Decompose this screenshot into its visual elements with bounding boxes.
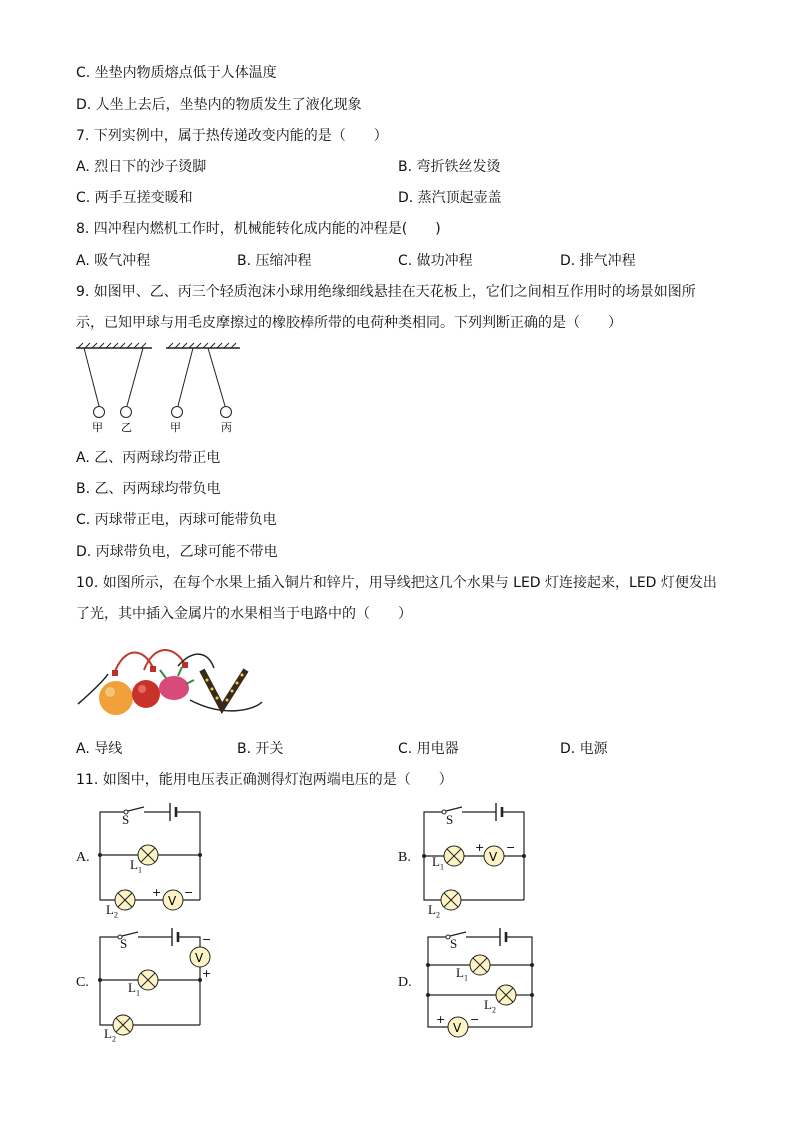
- q6-option-c: C. 坐垫内物质熔点低于人体温度: [76, 65, 277, 81]
- q6-option-d: D. 人坐上去后，坐垫内的物质发生了液化现象: [76, 97, 362, 113]
- q8-stem: 8. 四冲程内燃机工作时，机械能转化成内能的冲程是( ): [76, 221, 441, 237]
- q7-option-c: C. 两手互搓变暖和: [76, 190, 193, 206]
- q11-label-d: D.: [398, 975, 412, 990]
- q11-label-a: A.: [76, 850, 90, 865]
- voltmeter-plus: +: [152, 886, 162, 899]
- q9-hanging-balls-figure: [70, 340, 250, 438]
- q11-stem: 11. 如图中，能用电压表正确测得灯泡两端电压的是（ ）: [76, 772, 453, 788]
- q11-label-b: B.: [398, 850, 411, 865]
- q7-option-b: B. 弯折铁丝发烫: [398, 159, 501, 175]
- q8-option-d: D. 排气冲程: [560, 253, 636, 269]
- ball-label-bing: 丙: [221, 421, 232, 434]
- voltmeter-minus: −: [506, 841, 516, 854]
- lamp-l2-label: $L_2$: [106, 902, 118, 920]
- q9-stem-line1: 9. 如图甲、乙、丙三个轻质泡沫小球用绝缘细线悬挂在天花板上，它们之间相互作用时的场景如图所: [76, 284, 696, 300]
- switch-label: S: [122, 812, 130, 827]
- q8-option-a: A. 吸气冲程: [76, 253, 151, 269]
- switch-label: S: [120, 936, 128, 951]
- voltmeter-minus: −: [470, 1013, 480, 1026]
- lamp-l1-label: $L_1$: [456, 965, 468, 983]
- circuit-c: [96, 925, 216, 1040]
- lamp-l1-label: $L_1$: [128, 980, 140, 998]
- switch-label: S: [450, 936, 458, 951]
- lamp-l2-label: $L_2$: [484, 997, 496, 1015]
- voltmeter-plus: +: [202, 967, 212, 980]
- q10-option-a: A. 导线: [76, 741, 123, 757]
- voltmeter-symbol: V: [195, 951, 204, 965]
- q9-option-d: D. 丙球带负电，乙球可能不带电: [76, 544, 278, 560]
- ball-label-jia-2: 甲: [170, 421, 181, 434]
- q7-option-d: D. 蒸汽顶起壶盖: [398, 190, 502, 206]
- q9-option-c: C. 丙球带正电，丙球可能带负电: [76, 512, 277, 528]
- q10-option-b: B. 开关: [237, 741, 284, 757]
- q9-option-b: B. 乙、丙两球均带负电: [76, 481, 221, 497]
- circuit-d: [424, 925, 539, 1045]
- voltmeter-plus: +: [436, 1013, 446, 1026]
- voltmeter-minus: −: [202, 933, 212, 946]
- q9-option-a: A. 乙、丙两球均带正电: [76, 450, 221, 466]
- q7-stem: 7. 下列实例中，属于热传递改变内能的是（ ）: [76, 128, 388, 144]
- q10-fruit-battery-photo: [74, 640, 264, 720]
- voltmeter-minus: −: [184, 886, 194, 899]
- voltmeter-symbol: V: [489, 850, 498, 864]
- q9-stem-line2: 示，已知甲球与用毛皮摩擦过的橡胶棒所带的电荷种类相同。下列判断正确的是（ ）: [76, 315, 622, 331]
- q10-option-d: D. 电源: [560, 741, 608, 757]
- ball-label-jia-1: 甲: [92, 421, 103, 434]
- circuit-a: [96, 800, 206, 915]
- q11-label-c: C.: [76, 975, 89, 990]
- voltmeter-plus: +: [475, 841, 485, 854]
- lamp-l2-label: $L_2$: [104, 1026, 116, 1044]
- switch-label: S: [446, 812, 454, 827]
- lamp-l1-label: $L_1$: [130, 857, 142, 875]
- lamp-l2-label: $L_2$: [428, 902, 440, 920]
- q10-stem-line1: 10. 如图所示，在每个水果上插入铜片和锌片，用导线把这几个水果与 LED 灯连接起来，LED 灯便发出: [76, 575, 717, 591]
- ball-label-yi: 乙: [121, 421, 132, 434]
- q10-option-c: C. 用电器: [398, 741, 459, 757]
- voltmeter-symbol: V: [453, 1021, 462, 1035]
- q8-option-c: C. 做功冲程: [398, 253, 473, 269]
- q7-option-a: A. 烈日下的沙子烫脚: [76, 159, 207, 175]
- lamp-l1-label: $L_1$: [432, 854, 444, 872]
- voltmeter-symbol: V: [168, 894, 177, 908]
- q10-stem-line2: 了光，其中插入金属片的水果相当于电路中的（ ）: [76, 606, 412, 622]
- q8-option-b: B. 压缩冲程: [237, 253, 312, 269]
